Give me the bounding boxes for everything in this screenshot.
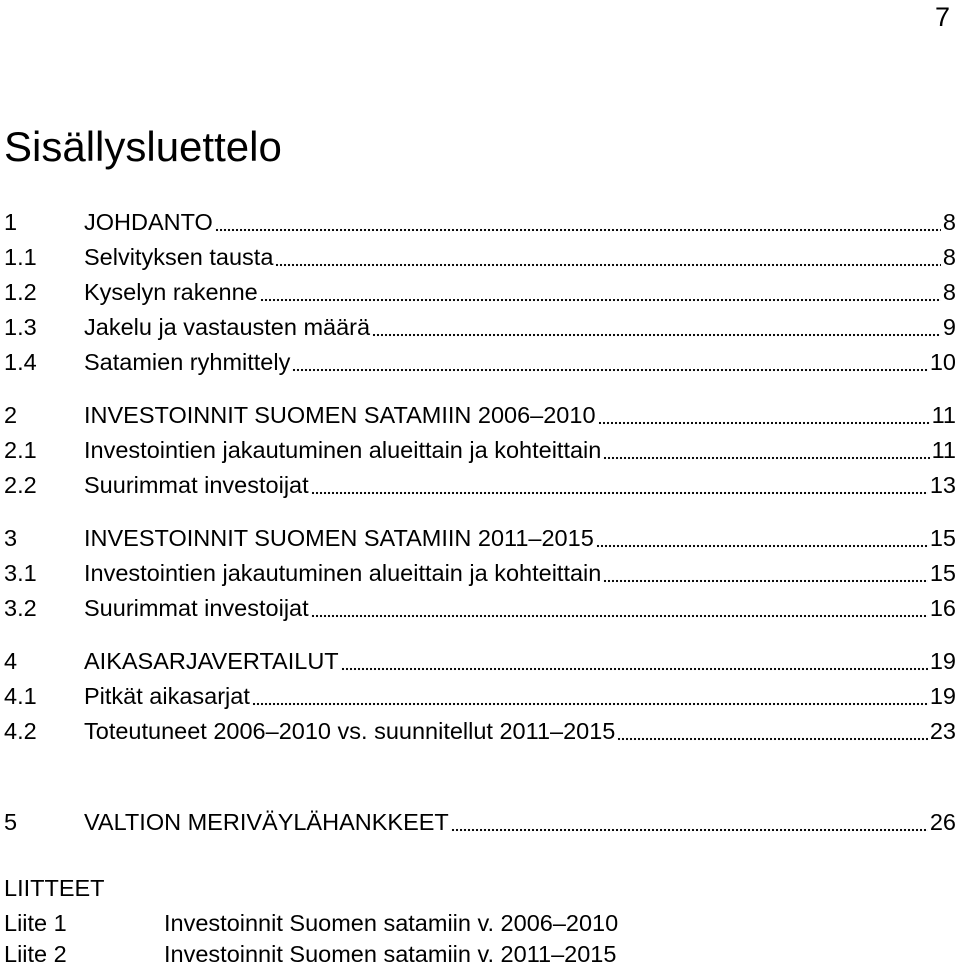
dot-leader	[215, 208, 941, 232]
toc-page-number: 26	[929, 809, 956, 835]
toc-number: 1.3	[4, 314, 37, 340]
toc-label: Investointien jakautuminen alueittain ja kohteittain	[84, 437, 602, 463]
toc-label: Toteutuneet 2006–2010 vs. suunnitellut 2011–2015	[84, 718, 616, 744]
dot-leader	[451, 808, 928, 832]
toc-label: AIKASARJAVERTAILUT	[84, 648, 339, 674]
toc-label: Suurimmat investoijat	[84, 472, 309, 498]
toc-number: 3	[4, 525, 18, 551]
toc-entry-2-1[interactable]	[4, 433, 956, 467]
toc-page-number: 16	[929, 595, 956, 621]
toc-page-number: 15	[929, 525, 956, 551]
toc-number: 1.2	[4, 279, 37, 305]
toc-label: JOHDANTO	[84, 209, 213, 235]
appendix-title: Investoinnit Suomen satamiin v. 2006–2010	[164, 910, 619, 936]
dot-leader	[311, 471, 928, 495]
dot-leader	[252, 682, 928, 706]
toc-page-number: 11	[931, 437, 956, 463]
toc-entry-1-2[interactable]	[4, 275, 956, 309]
toc-page-number: 10	[929, 349, 956, 375]
toc-page-number: 8	[942, 209, 956, 235]
toc-number: 4.2	[4, 718, 37, 744]
dot-leader	[311, 594, 928, 618]
appendix-item-1[interactable]	[4, 906, 618, 940]
toc-number: 2.1	[4, 437, 37, 463]
appendix-heading: LIITTEET	[4, 875, 105, 901]
dot-leader	[596, 524, 928, 548]
dot-leader	[617, 717, 927, 741]
toc-page-number: 13	[929, 472, 956, 498]
toc-label: Kyselyn rakenne	[84, 279, 258, 305]
appendix-title: Investoinnit Suomen satamiin v. 2011–2015	[164, 941, 617, 967]
toc-entry-5[interactable]	[4, 805, 956, 839]
toc-label: INVESTOINNIT SUOMEN SATAMIIN 2011–2015	[84, 525, 594, 551]
toc-entry-3-2[interactable]	[4, 591, 956, 625]
page-number: 7	[934, 2, 950, 32]
toc-entry-1-4[interactable]	[4, 345, 956, 379]
dot-leader	[603, 559, 928, 583]
toc-label: VALTION MERIVÄYLÄHANKKEET	[84, 809, 449, 835]
toc-page-number: 8	[942, 244, 956, 270]
toc-entry-4-2[interactable]	[4, 714, 956, 748]
toc-number: 5	[4, 809, 18, 835]
toc-page-number: 15	[929, 560, 956, 586]
toc-number: 1.4	[4, 349, 37, 375]
toc-label: INVESTOINNIT SUOMEN SATAMIIN 2006–2010	[84, 402, 596, 428]
toc-number: 4	[4, 648, 18, 674]
toc-entry-1-1[interactable]	[4, 240, 956, 274]
toc-label: Selvityksen tausta	[84, 244, 274, 270]
dot-leader	[598, 401, 930, 425]
dot-leader	[372, 313, 941, 337]
toc-number: 2	[4, 402, 18, 428]
toc-entry-2-2[interactable]	[4, 468, 956, 502]
toc-label: Jakelu ja vastausten määrä	[84, 314, 371, 340]
toc-number: 3.1	[4, 560, 37, 586]
dot-leader	[341, 647, 928, 671]
dot-leader	[260, 278, 941, 302]
toc-number: 1.1	[4, 244, 37, 270]
toc-entry-4-1[interactable]	[4, 679, 956, 713]
toc-page-number: 19	[929, 683, 956, 709]
toc-number: 1	[4, 209, 18, 235]
toc-label: Suurimmat investoijat	[84, 595, 309, 621]
toc-entry-3-1[interactable]	[4, 556, 956, 590]
appendix-label: Liite 2	[4, 941, 67, 967]
toc-label: Satamien ryhmittely	[84, 349, 291, 375]
page-title: Sisällysluettelo	[4, 123, 282, 170]
toc-page-number: 11	[931, 402, 956, 428]
toc-entry-3[interactable]	[4, 521, 956, 555]
toc-entry-4[interactable]	[4, 644, 956, 678]
appendix-item-2[interactable]	[4, 937, 616, 971]
toc-page-number: 19	[929, 648, 956, 674]
toc-entry-1-3[interactable]	[4, 310, 956, 344]
appendix-label: Liite 1	[4, 910, 67, 936]
toc-number: 4.1	[4, 683, 37, 709]
toc-page-number: 23	[929, 718, 956, 744]
toc-number: 2.2	[4, 472, 37, 498]
toc-page-number: 8	[942, 279, 956, 305]
toc-page-number: 9	[942, 314, 956, 340]
toc-entry-2[interactable]	[4, 398, 956, 432]
toc-label: Investointien jakautuminen alueittain ja kohteittain	[84, 560, 602, 586]
dot-leader	[292, 348, 928, 372]
toc-entry-1[interactable]	[4, 205, 956, 239]
dot-leader	[603, 436, 929, 460]
toc-number: 3.2	[4, 595, 37, 621]
dot-leader	[275, 243, 941, 267]
toc-label: Pitkät aikasarjat	[84, 683, 250, 709]
